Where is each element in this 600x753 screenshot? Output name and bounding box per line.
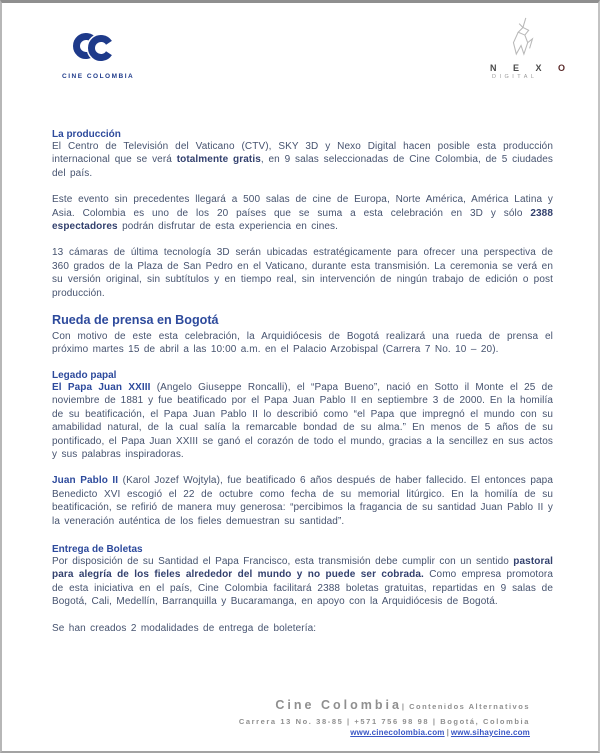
paragraph-produccion-1	[52, 140, 553, 180]
paragraph-produccion-3: 13 cámaras de última tecnología 3D serán ubicadas estratégicamente para ofrecer una perspectiva de 360 grados de la Plaza de San Pedro en el Vaticano, durante esta transmisión. La ceremonia se verá en su versión original, sin subtítulos y en tiempo real, sin intervención de ningún trabajo de edición o post producción.	[52, 247, 553, 299]
document-body	[2, 101, 598, 635]
bold-2388-espectadores: 2388 espectadores	[52, 207, 553, 233]
footer-address: Carrera 13 No. 38-85 | +571 756 98 98 | Bogotá, Colombia	[238, 717, 530, 726]
nexo-wordmark	[490, 63, 566, 73]
section-heading-legado-papal: Legado papal	[52, 369, 117, 381]
paragraph-juan-xxiii	[52, 381, 553, 461]
section-heading-la-produccion: La producción	[52, 129, 121, 140]
text-run: , en 9 salas seleccionadas de Cine Colombia, de 5 ciudades del país.	[52, 154, 553, 179]
bold-totalmente-gratis: totalmente gratis	[176, 154, 261, 166]
paragraph-rueda-de-prensa: Con motivo de este esta celebración, la Arquidiócesis de Bogotá realizará una rueda de prensa el próximo martes 15 de abril a las 10:00 a.m. en el Palacio Arzobispal (Carrera 7 No. 10 – 20).	[52, 331, 553, 356]
section-heading-rueda-de-prensa: Rueda de prensa en Bogotá	[52, 313, 219, 328]
text-run: El Centro de Televisión del Vaticano (CTV), SKY 3D y Nexo Digital hacen posible esta producción internacional que se verá	[52, 141, 553, 166]
nexo-o-mark: O	[558, 63, 566, 73]
link-cinecolombia[interactable]: www.cinecolombia.com	[350, 728, 445, 737]
nexo-digital-logo	[490, 15, 566, 80]
text-run: Como empresa promotora de esta iniciativa en el país, Cine Colombia facilitará 2388 boletas gratuitas, repartidas en 9 salas de Bogotá, Cali, Medellín, Barranquilla y Bucaramanga, en apoyo con la Arquidiócesis de Bogotá.	[52, 569, 553, 608]
text-run: Por disposición de su Santidad el Papa Francisco, esta transmisión debe cumplir con un sentido	[52, 555, 514, 567]
paragraph-produccion-2	[52, 193, 553, 233]
text-run: Este evento sin precedentes llegará a 500 salas de cine de Europa, Norte América, América Latina y Asia. Colombia es uno de los 20 países que se suma a esta celebración en 3D y sólo	[52, 194, 553, 219]
link-sihaycine[interactable]: www.sihaycine.com	[450, 728, 530, 737]
bold-pastoral: pastoral para alegría de los fieles alrededor del mundo y no puede ser cobrada.	[52, 555, 553, 581]
nexo-letters: N E X	[490, 63, 549, 73]
footer-brand-line	[239, 696, 530, 714]
unicorn-sketch-icon	[503, 15, 541, 57]
paragraph-modalidades: Se han creados 2 modalidades de entrega de boletería:	[52, 622, 317, 634]
footer-brand-suffix: | Contenidos Alternativos	[401, 702, 530, 711]
section-heading-entrega-de-boletas: Entrega de Boletas	[52, 543, 143, 555]
text-run: (Karol Jozef Wojtyla), fue beatificado 6 años después de haber fallecido. El entonces papa Benedicto XVI escogió el 22 de octubre como fecha de su memorial litúrgico. En la homilía de su beatificación, se refirió de manera muy generosa: “percibimos la fragancia de su santidad Juan Pablo II y la veneración auténtica de los fieles demuestran su santidad”.	[52, 475, 553, 527]
footer-link-separator: |	[446, 728, 449, 737]
paragraph-juan-pablo-ii	[52, 474, 553, 528]
page-footer	[239, 696, 530, 737]
text-run: (Angelo Giuseppe Roncalli), el “Papa Bueno”, nació en Sotto il Monte el 25 de noviembre de 1881 y fue beatificado por el Papa Juan Pablo II en septiembre 3 de 2000. En la homilía de su beatificación, el Papa Juan Pablo II lo describió como “el Papa que impregnó el mundo con su amabilidad natural, de la cual salía la remarcable bondad de su alma.” En menos de 5 años de su pontificado, el Papa Juan XXIII se ganó el corazón de todo el mundo, gracias a la sencillez en sus actos y sus palabras inspiradoras.	[52, 381, 553, 460]
footer-links	[239, 728, 530, 737]
bold-juan-pablo-ii: Juan Pablo II	[52, 475, 119, 487]
text-run: podrán disfrutar de esta experiencia en cines.	[117, 221, 339, 233]
cine-colombia-logo-text: CINE COLOMBIA	[62, 73, 135, 80]
paragraph-entrega-1	[52, 555, 553, 609]
cc-interlocking-rings-icon	[73, 29, 123, 67]
nexo-digital-label: DIGITAL	[492, 74, 538, 80]
bold-el-papa-juan-xxiii: El Papa Juan XXIII	[52, 381, 151, 393]
footer-brand: Cine Colombia	[275, 698, 402, 712]
cine-colombia-logo	[62, 29, 134, 80]
